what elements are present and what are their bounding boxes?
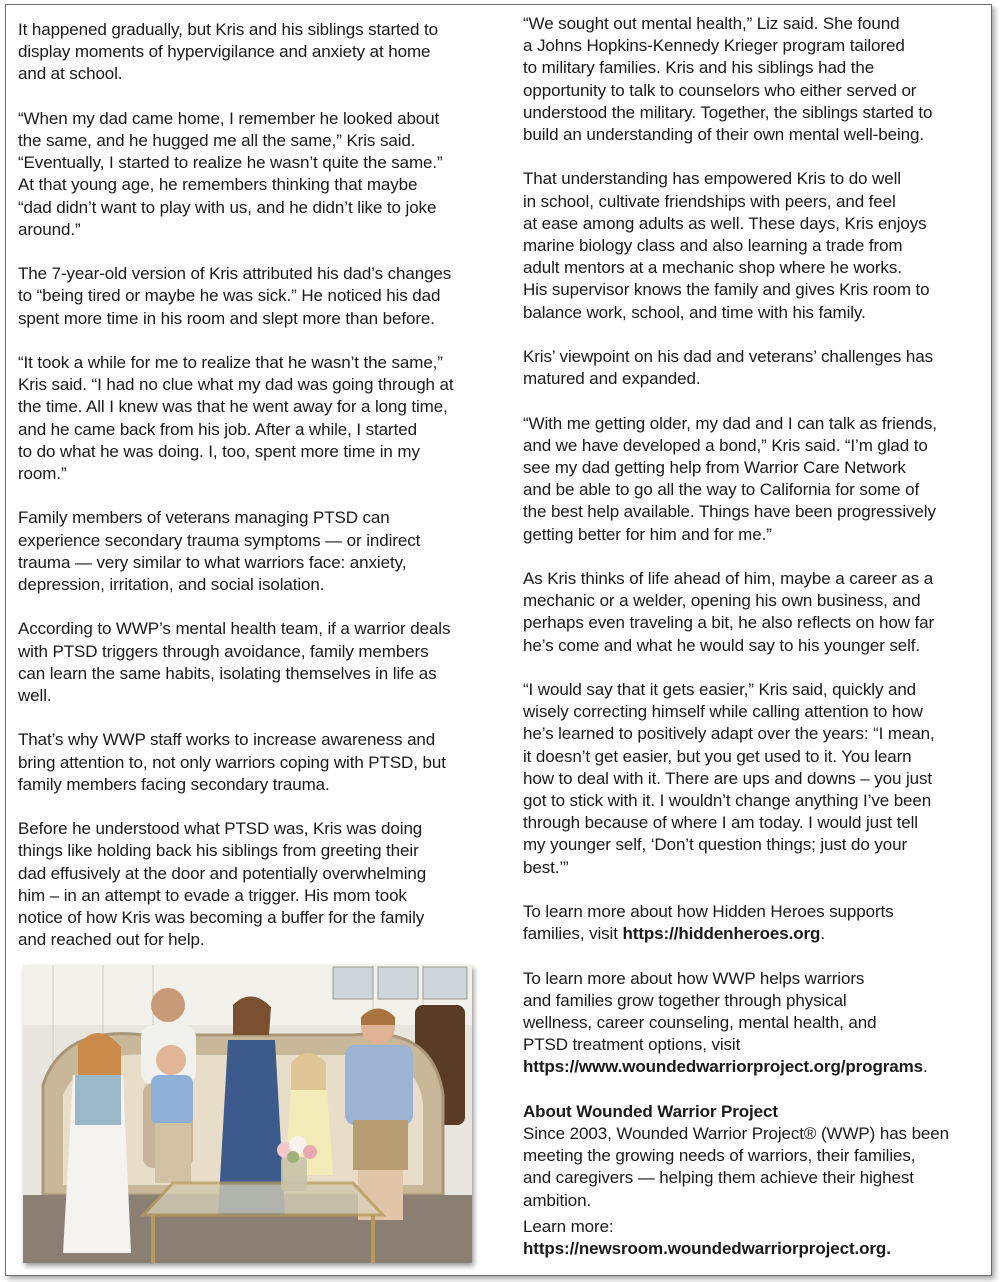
paragraph: The 7-year-old version of Kris attributed his dad’s changes to “being tired or maybe he was sick.” He noticed his dad spent more time in his room and slept more than before.: [18, 264, 452, 328]
hidden-heroes-link[interactable]: https://hiddenheroes.org: [622, 924, 821, 944]
wwp-programs-link[interactable]: https://www.woundedwarriorproject.org/programs: [523, 1057, 923, 1077]
paragraph: Before he understood what PTSD was, Kris was doing things like holding back his siblings from greeting their dad effusively at the door and potentially overwhelming him – in an attempt to evade a trigger. His mom took notice of how Kris was becoming a buffer for the family and reached out for help.: [18, 819, 427, 950]
paragraph: “It took a while for me to realize that he wasn’t the same,” Kris said. “I had no clue what my dad was going through at the time. All I knew was that he went away for a long time, and he came back from his job. After a while, I started to do what he was doing. I, too, spent more time in my room.”: [18, 353, 454, 484]
about-section: [523, 1101, 978, 1260]
paragraph: “With me getting older, my dad and I can talk as friends, and we have developed a bond,” Kris said. “I’m glad to see my dad getting help from Warrior Care Network and be able to go all the way to California for some of the best help available. Things have been progressively getting better for him and for me.”: [523, 413, 937, 544]
paragraph: That understanding has empowered Kris to do well in school, cultivate friendships with peers, and feel at ease among adults as well. These days, Kris enjoys marine biology class and also learning a trade from adult mentors at a mechanic shop where he works. His supervisor knows the family and gives Kris room to balance work, school, and time with his family.: [523, 169, 930, 322]
hidden-heroes-paragraph: [523, 901, 978, 945]
right-column: [523, 13, 978, 1260]
about-body: Since 2003, Wounded Warrior Project® (WWP) has been meeting the growing needs of warriors, their families, and caregivers — helping them achieve their highest ambition.: [523, 1124, 949, 1210]
paragraph: It happened gradually, but Kris and his siblings started to display moments of hypervigilance and anxiety at home and at school.: [18, 20, 438, 84]
paragraph: “I would say that it gets easier,” Kris said, quickly and wisely correcting himself while calling attention to how he’s learned to positively adapt over the years: “I mean, it doesn’t get easier, but you get used to it. You learn how to deal with it. There are ups and downs – you just got to stick with it. I wouldn’t change anything I’ve been through because of where I am today. I would just tell my younger self, ‘Don’t question things; just do your best.’”: [523, 680, 935, 877]
wwp-programs-paragraph: [523, 968, 978, 1079]
wwp-programs-suffix: .: [922, 1057, 928, 1077]
paragraph: Kris’ viewpoint on his dad and veterans’ challenges has matured and expanded.: [523, 347, 933, 389]
learn-more-label: Learn more:: [523, 1216, 614, 1236]
family-photo: [23, 965, 472, 1263]
paragraph: That’s why WWP staff works to increase awareness and bring attention to, not only warriors coping with PTSD, but family members facing secondary trauma.: [18, 730, 446, 794]
paragraph: “We sought out mental health,” Liz said. She found a Johns Hopkins-Kennedy Krieger program tailored to military families. Kris and his siblings had the opportunity to talk to counselors who either served or understood the military. Together, the siblings started to build an understanding of their own mental well-being.: [523, 14, 933, 145]
wwp-programs-text: To learn more about how WWP helps warriors and families grow together through physical wellness, career counseling, mental health, and PTSD treatment options, visit: [523, 968, 877, 1055]
left-column: [18, 19, 498, 951]
paragraph: Family members of veterans managing PTSD can experience secondary trauma symptoms — or indirect trauma — very similar to what warriors face: anxiety, depression, irritation, and social isolation.: [18, 508, 421, 595]
newsroom-link[interactable]: https://newsroom.woundedwarriorproject.org.: [523, 1239, 891, 1259]
paragraph: As Kris thinks of life ahead of him, maybe a career as a mechanic or a welder, opening his own business, and perhaps even traveling a bit, he also reflects on how far he’s come and what he would say to his younger self.: [523, 569, 935, 655]
paragraph: According to WWP’s mental health team, if a warrior deals with PTSD triggers through avoidance, family members can learn the same habits, isolating themselves in life as well.: [18, 619, 451, 706]
about-heading: About Wounded Warrior Project: [523, 1101, 778, 1121]
hidden-heroes-text: To learn more about how Hidden Heroes supports families, visit: [523, 902, 894, 944]
hidden-heroes-suffix: .: [820, 924, 825, 944]
paragraph: “When my dad came home, I remember he looked about the same, and he hugged me all the same,” Kris said. “Eventually, I started to realize he wasn’t quite the same.” At that young age, he remembers thinking that maybe “dad didn’t want to play with us, and he didn’t like to joke around.”: [18, 108, 443, 239]
